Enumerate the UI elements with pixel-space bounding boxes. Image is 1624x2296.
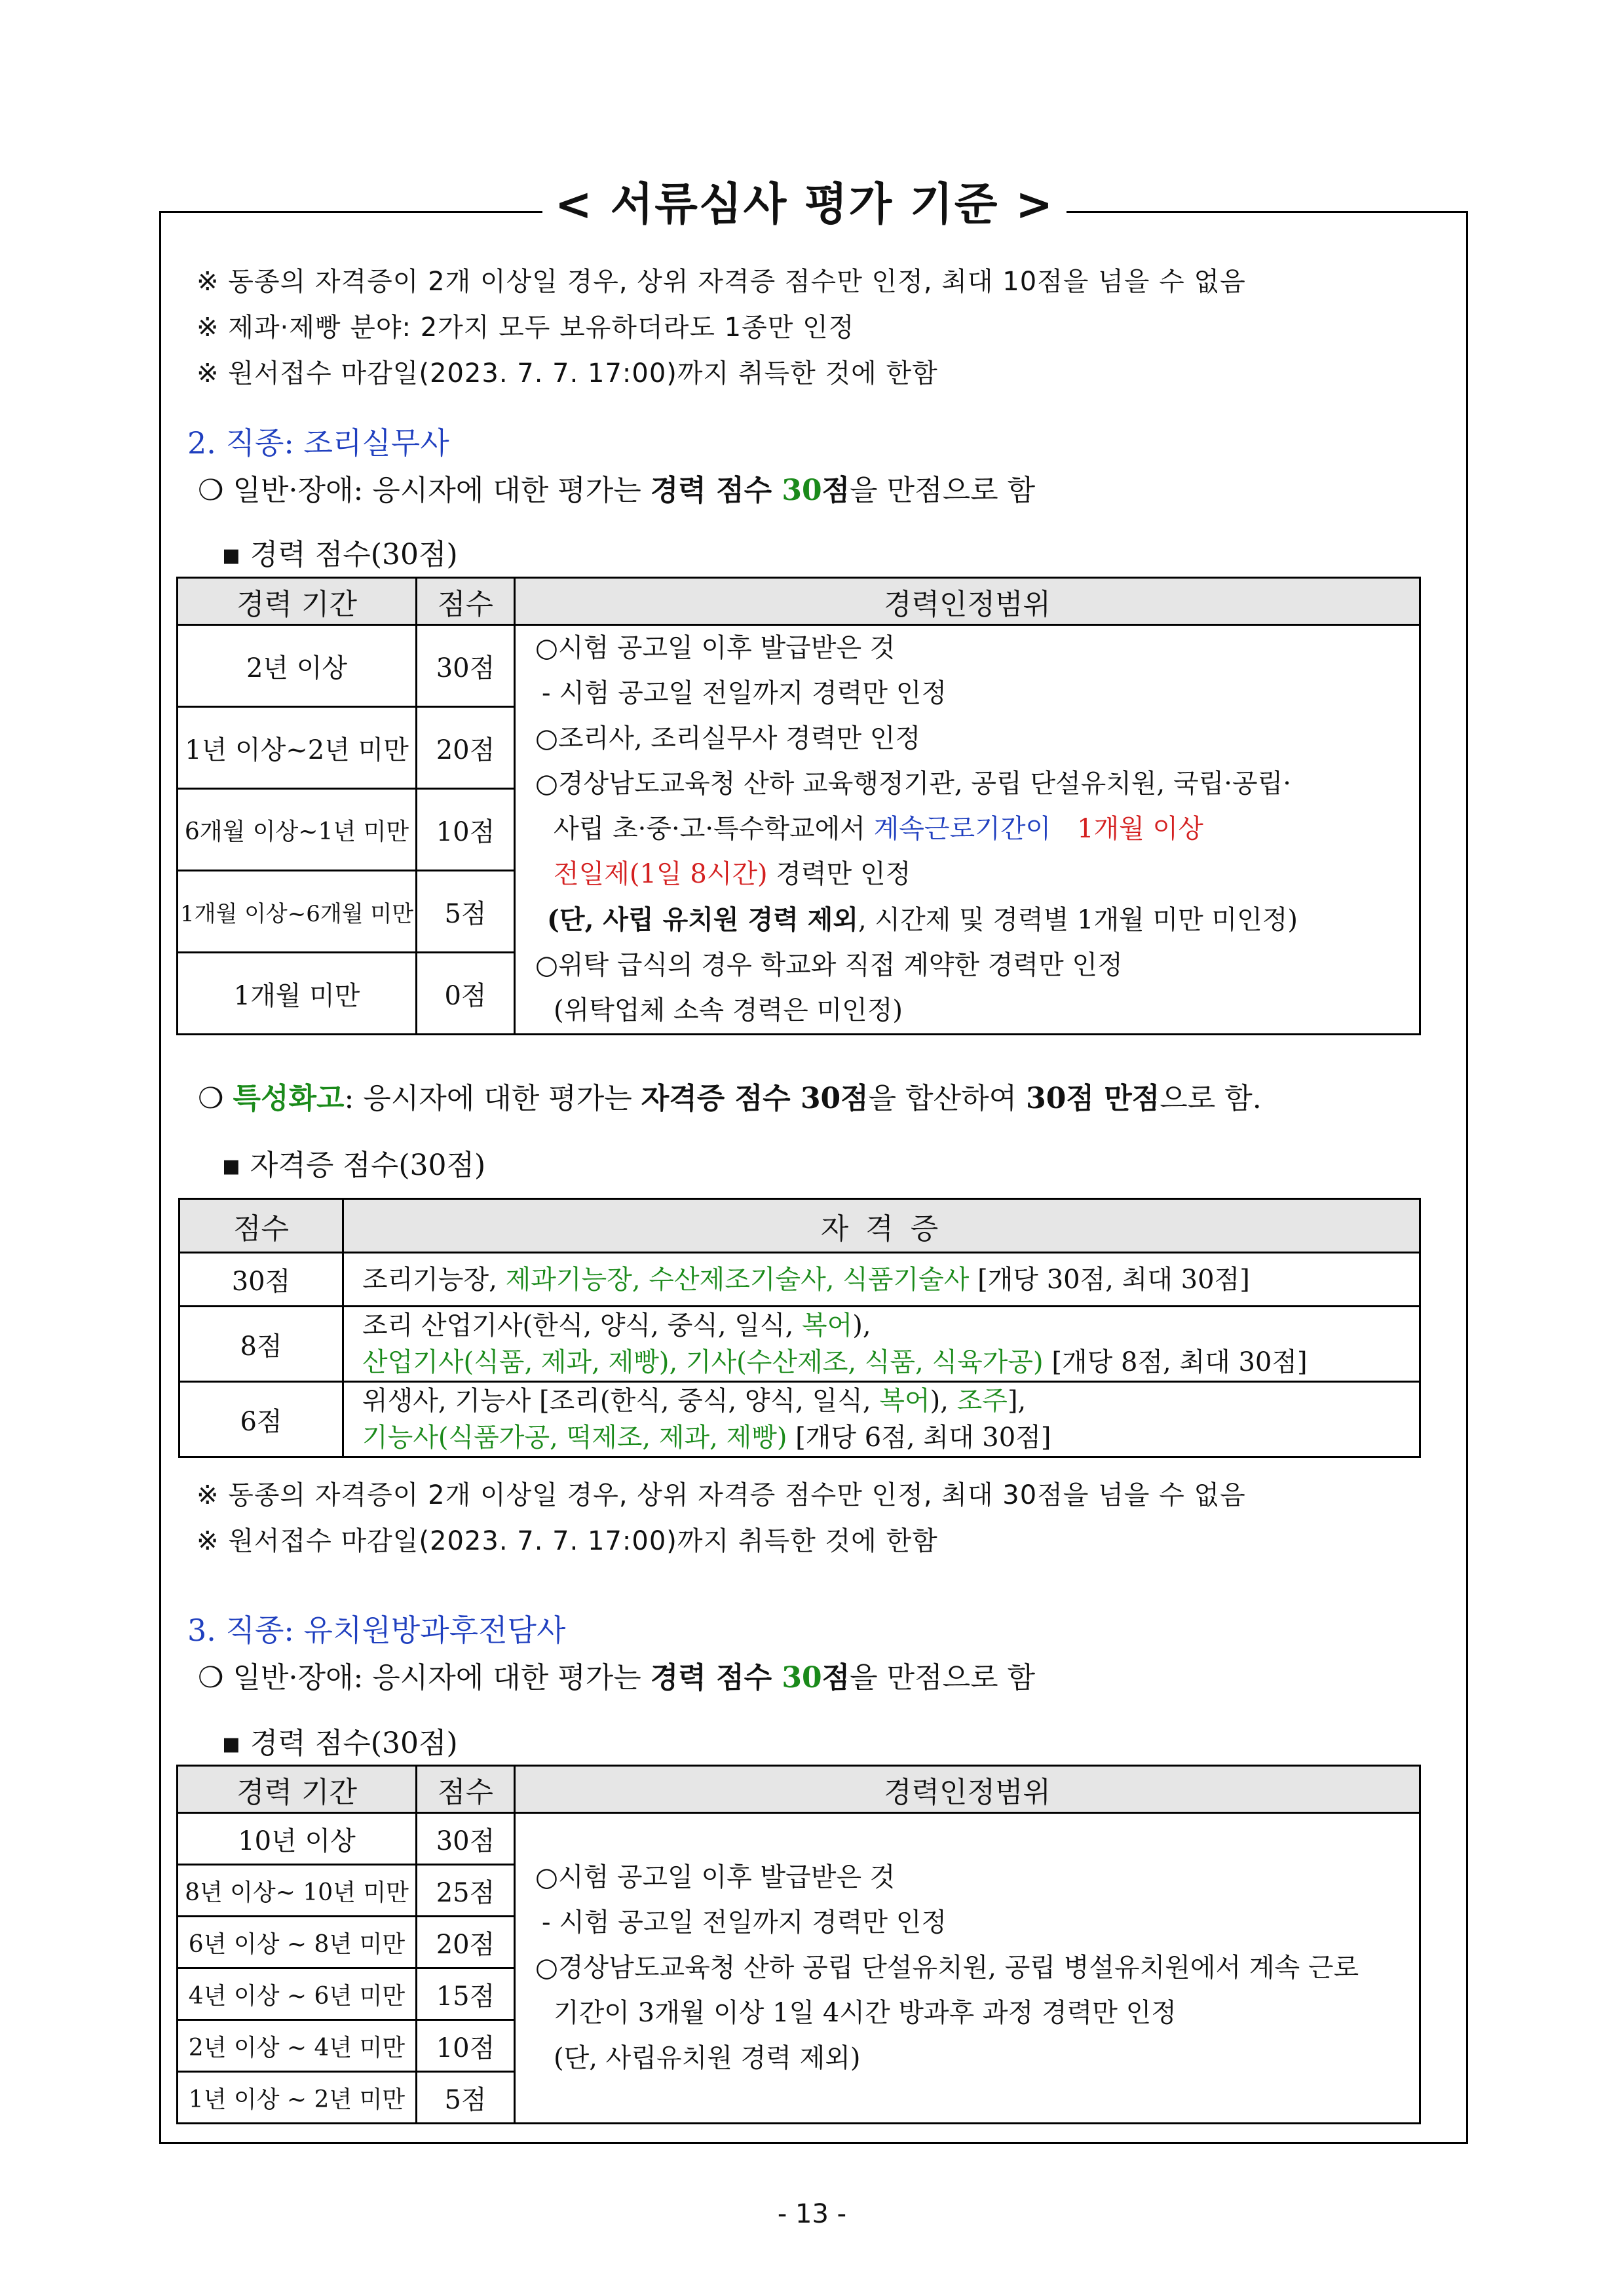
license-list-cell: 위생사, 기능사 [조리(한식, 중식, 양식, 일식, 복어), 조주], 기능사(식품가공, 떡제조, 제과, 제빵) [개당 6점, 최대 30점] <box>343 1382 1420 1457</box>
license-score-cell: 6점 <box>179 1382 343 1457</box>
scope-cell: ○시험 공고일 이후 발급받은 것 - 시험 공고일 전일까지 경력만 인정 ○조리사, 조리실무사 경력만 인정 ○경상남도교육청 산하 교육행정기관, 공립 단설유치원, 국립·공립· 사립 초·중·고·특수학교에서 계속근로기간이 1개월 이상 전일제(1일 8시간) 경력만 인정 (단, 사립 유치원 경력 제외, 시간제 및 경력별 1개월 미만 미인정) ○위탁 급식의 경우 학교와 직접 계약한 경력만 인정 (위탁업체 소속 경력은 미인정) <box>515 625 1420 1035</box>
bullet-icon: ❍ <box>198 1661 224 1694</box>
score-cell: 15점 <box>417 1968 515 2020</box>
license-score-cell: 8점 <box>179 1307 343 1382</box>
career-caption: ▪ 경력 점수(30점) <box>221 538 458 571</box>
license-table <box>178 1198 1421 1458</box>
period-cell: 10년 이상 <box>178 1813 417 1865</box>
license-list-cell: 조리기능장, 제과기능장, 수산제조기술사, 식품기술사 [개당 30점, 최대 30점] <box>343 1253 1420 1307</box>
header-scope: 경력인정범위 <box>515 578 1420 625</box>
note-duplicate-license-30: ※ 동종의 자격증이 2개 이상일 경우, 상위 자격증 점수만 인정, 최대 30점을 넘을 수 없음 <box>197 1480 1246 1510</box>
section-2-heading: 2. 직종: 조리실무사 <box>187 425 449 461</box>
license-list-cell: 조리 산업기사(한식, 양식, 중식, 일식, 복어), 산업기사(식품, 제과, 제빵), 기사(수산제조, 식품, 식육가공) [개당 8점, 최대 30점] <box>343 1307 1420 1382</box>
period-cell: 2년 이상 ~ 4년 미만 <box>178 2020 417 2072</box>
special-school-line: ❍ 특성화고: 응시자에 대한 평가는 자격증 점수 30점을 합산하여 30점 만점으로 함. <box>198 1082 1262 1115</box>
score-cell: 30점 <box>417 625 515 707</box>
score-cell: 25점 <box>417 1865 515 1917</box>
period-cell: 6년 이상 ~ 8년 미만 <box>178 1917 417 1968</box>
score-cell: 20점 <box>417 707 515 789</box>
license-caption: ▪ 자격증 점수(30점) <box>221 1149 486 1182</box>
note-baking: ※ 제과·제빵 분야: 2가지 모두 보유하더라도 1종만 인정 <box>197 313 855 343</box>
note-deadline-2: ※ 원서접수 마감일(2023. 7. 7. 17:00)까지 취득한 것에 한함 <box>197 1526 938 1556</box>
section-3-heading: 3. 직종: 유치원방과후전담사 <box>187 1613 566 1648</box>
score-cell: 10점 <box>417 789 515 871</box>
section-3-general-line: ❍ 일반·장애: 응시자에 대한 평가는 경력 점수 30점을 만점으로 함 <box>198 1661 1036 1694</box>
period-cell: 1년 이상 ~ 2년 미만 <box>178 2072 417 2124</box>
scope-cell: ○시험 공고일 이후 발급받은 것 - 시험 공고일 전일까지 경력만 인정 ○경상남도교육청 산하 공립 단설유치원, 공립 병설유치원에서 계속 근로 기간이 3개월 이상 1일 4시간 방과후 과정 경력만 인정 (단, 사립유치원 경력 제외) <box>515 1813 1420 2124</box>
note-duplicate-license: ※ 동종의 자격증이 2개 이상일 경우, 상위 자격증 점수만 인정, 최대 10점을 넘을 수 없음 <box>197 267 1246 297</box>
note-deadline: ※ 원서접수 마감일(2023. 7. 7. 17:00)까지 취득한 것에 한함 <box>197 358 938 389</box>
header-license: 자 격 증 <box>343 1199 1420 1253</box>
period-cell: 1개월 이상~6개월 미만 <box>178 871 417 953</box>
score-cell: 30점 <box>417 1813 515 1865</box>
score-cell: 0점 <box>417 953 515 1035</box>
page-title: < 서류심사 평가 기준 > <box>542 169 1067 241</box>
career-table-kindergarten <box>176 1765 1421 2124</box>
license-score-cell: 30점 <box>179 1253 343 1307</box>
section-2-general-line: ❍ 일반·장애: 응시자에 대한 평가는 경력 점수 30점을 만점으로 함 <box>198 474 1036 507</box>
header-score: 점수 <box>417 1766 515 1813</box>
score-cell: 5점 <box>417 871 515 953</box>
header-scope: 경력인정범위 <box>515 1766 1420 1813</box>
header-period: 경력 기간 <box>178 578 417 625</box>
period-cell: 8년 이상~ 10년 미만 <box>178 1865 417 1917</box>
page-number: - 13 - <box>777 2199 847 2229</box>
header-period: 경력 기간 <box>178 1766 417 1813</box>
score-cell: 10점 <box>417 2020 515 2072</box>
period-cell: 6개월 이상~1년 미만 <box>178 789 417 871</box>
score-cell: 20점 <box>417 1917 515 1968</box>
period-cell: 1년 이상~2년 미만 <box>178 707 417 789</box>
career-table-cook <box>176 577 1421 1035</box>
score-cell: 5점 <box>417 2072 515 2124</box>
bullet-icon: ❍ <box>198 474 224 507</box>
period-cell: 4년 이상 ~ 6년 미만 <box>178 1968 417 2020</box>
bullet-icon: ❍ <box>198 1082 224 1115</box>
header-score: 점수 <box>179 1199 343 1253</box>
period-cell: 1개월 미만 <box>178 953 417 1035</box>
header-score: 점수 <box>417 578 515 625</box>
career-caption-2: ▪ 경력 점수(30점) <box>221 1727 458 1760</box>
period-cell: 2년 이상 <box>178 625 417 707</box>
